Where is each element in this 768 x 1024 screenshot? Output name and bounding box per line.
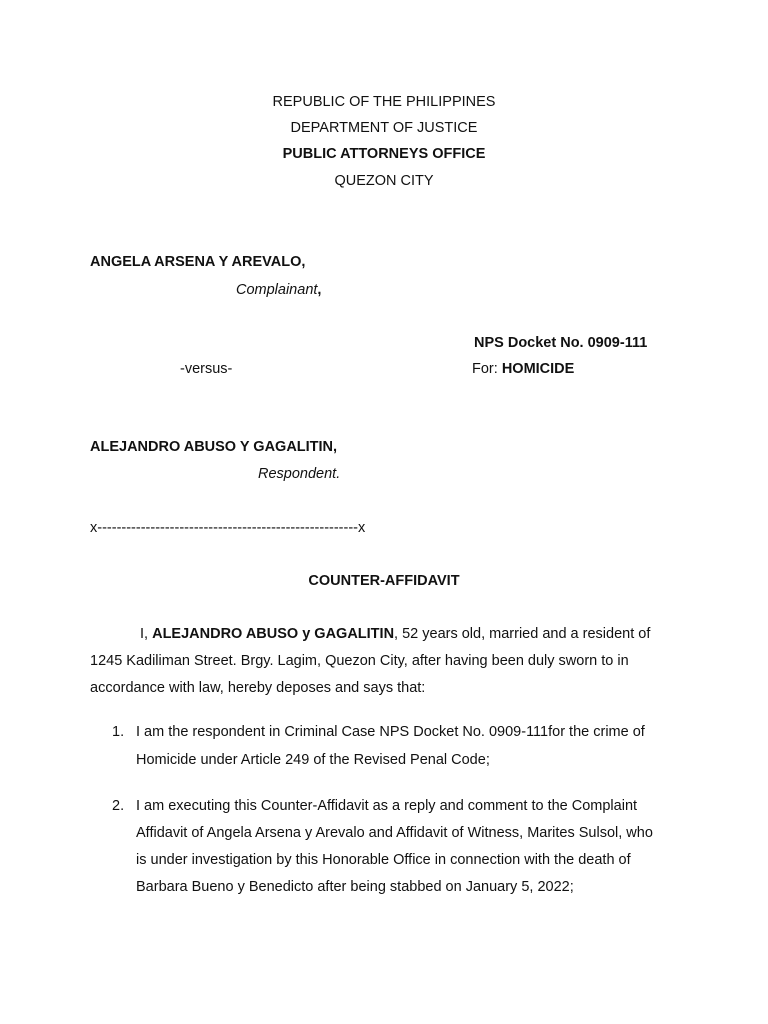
respondent-role: Respondent. bbox=[258, 466, 341, 482]
complainant-role: Complainant bbox=[236, 282, 318, 298]
document-title: COUNTER-AFFIDAVIT bbox=[308, 573, 460, 589]
header-department: DEPARTMENT OF JUSTICE bbox=[290, 120, 478, 136]
item-2-line-4: Barbara Bueno y Benedicto after being stabbed on January 5, 2022; bbox=[136, 879, 574, 895]
header-city: QUEZON CITY bbox=[334, 173, 434, 189]
complainant-role-comma: , bbox=[317, 282, 322, 298]
complainant-name: ANGELA ARSENA Y AREVALO, bbox=[90, 254, 306, 270]
item-2-line-3: is under investigation by this Honorable Office in connection with the death of bbox=[136, 852, 631, 868]
offense: HOMICIDE bbox=[501, 361, 575, 377]
intro-line-1 bbox=[140, 625, 650, 643]
complainant-role-line bbox=[236, 281, 321, 299]
item-2-number: 2. bbox=[112, 798, 125, 814]
header-office: PUBLIC ATTORNEYS OFFICE bbox=[282, 146, 486, 162]
item-2-line-1: I am executing this Counter-Affidavit as a reply and comment to the Complaint bbox=[136, 798, 638, 814]
respondent-name: ALEJANDRO ABUSO Y GAGALITIN, bbox=[90, 439, 338, 455]
item-1-number: 1. bbox=[112, 724, 125, 740]
item-1-line-1: I am the respondent in Criminal Case NPS Docket No. 0909-111for the crime of bbox=[136, 724, 645, 740]
intro-line-2: 1245 Kadiliman Street. Brgy. Lagim, Quezon City, after having been duly sworn to in bbox=[90, 653, 629, 669]
versus-label: -versus- bbox=[180, 361, 233, 377]
docket-number: NPS Docket No. 0909-111 bbox=[474, 335, 648, 351]
intro-line-3: accordance with law, hereby deposes and says that: bbox=[90, 680, 426, 696]
item-2-line-2: Affidavit of Angela Arsena y Arevalo and Affidavit of Witness, Marites Sulsol, who bbox=[136, 825, 653, 841]
intro-prefix: I, bbox=[140, 626, 153, 642]
offense-line bbox=[472, 360, 574, 378]
caption-separator: x------------------------------------------------------x bbox=[90, 520, 366, 536]
for-label: For: bbox=[472, 361, 498, 377]
intro-name: ALEJANDRO ABUSO y GAGALITIN bbox=[152, 626, 395, 642]
intro-rest: , 52 years old, married and a resident of bbox=[394, 626, 651, 642]
header-republic: REPUBLIC OF THE PHILIPPINES bbox=[272, 94, 496, 110]
item-1-line-2: Homicide under Article 249 of the Revised Penal Code; bbox=[136, 752, 490, 768]
